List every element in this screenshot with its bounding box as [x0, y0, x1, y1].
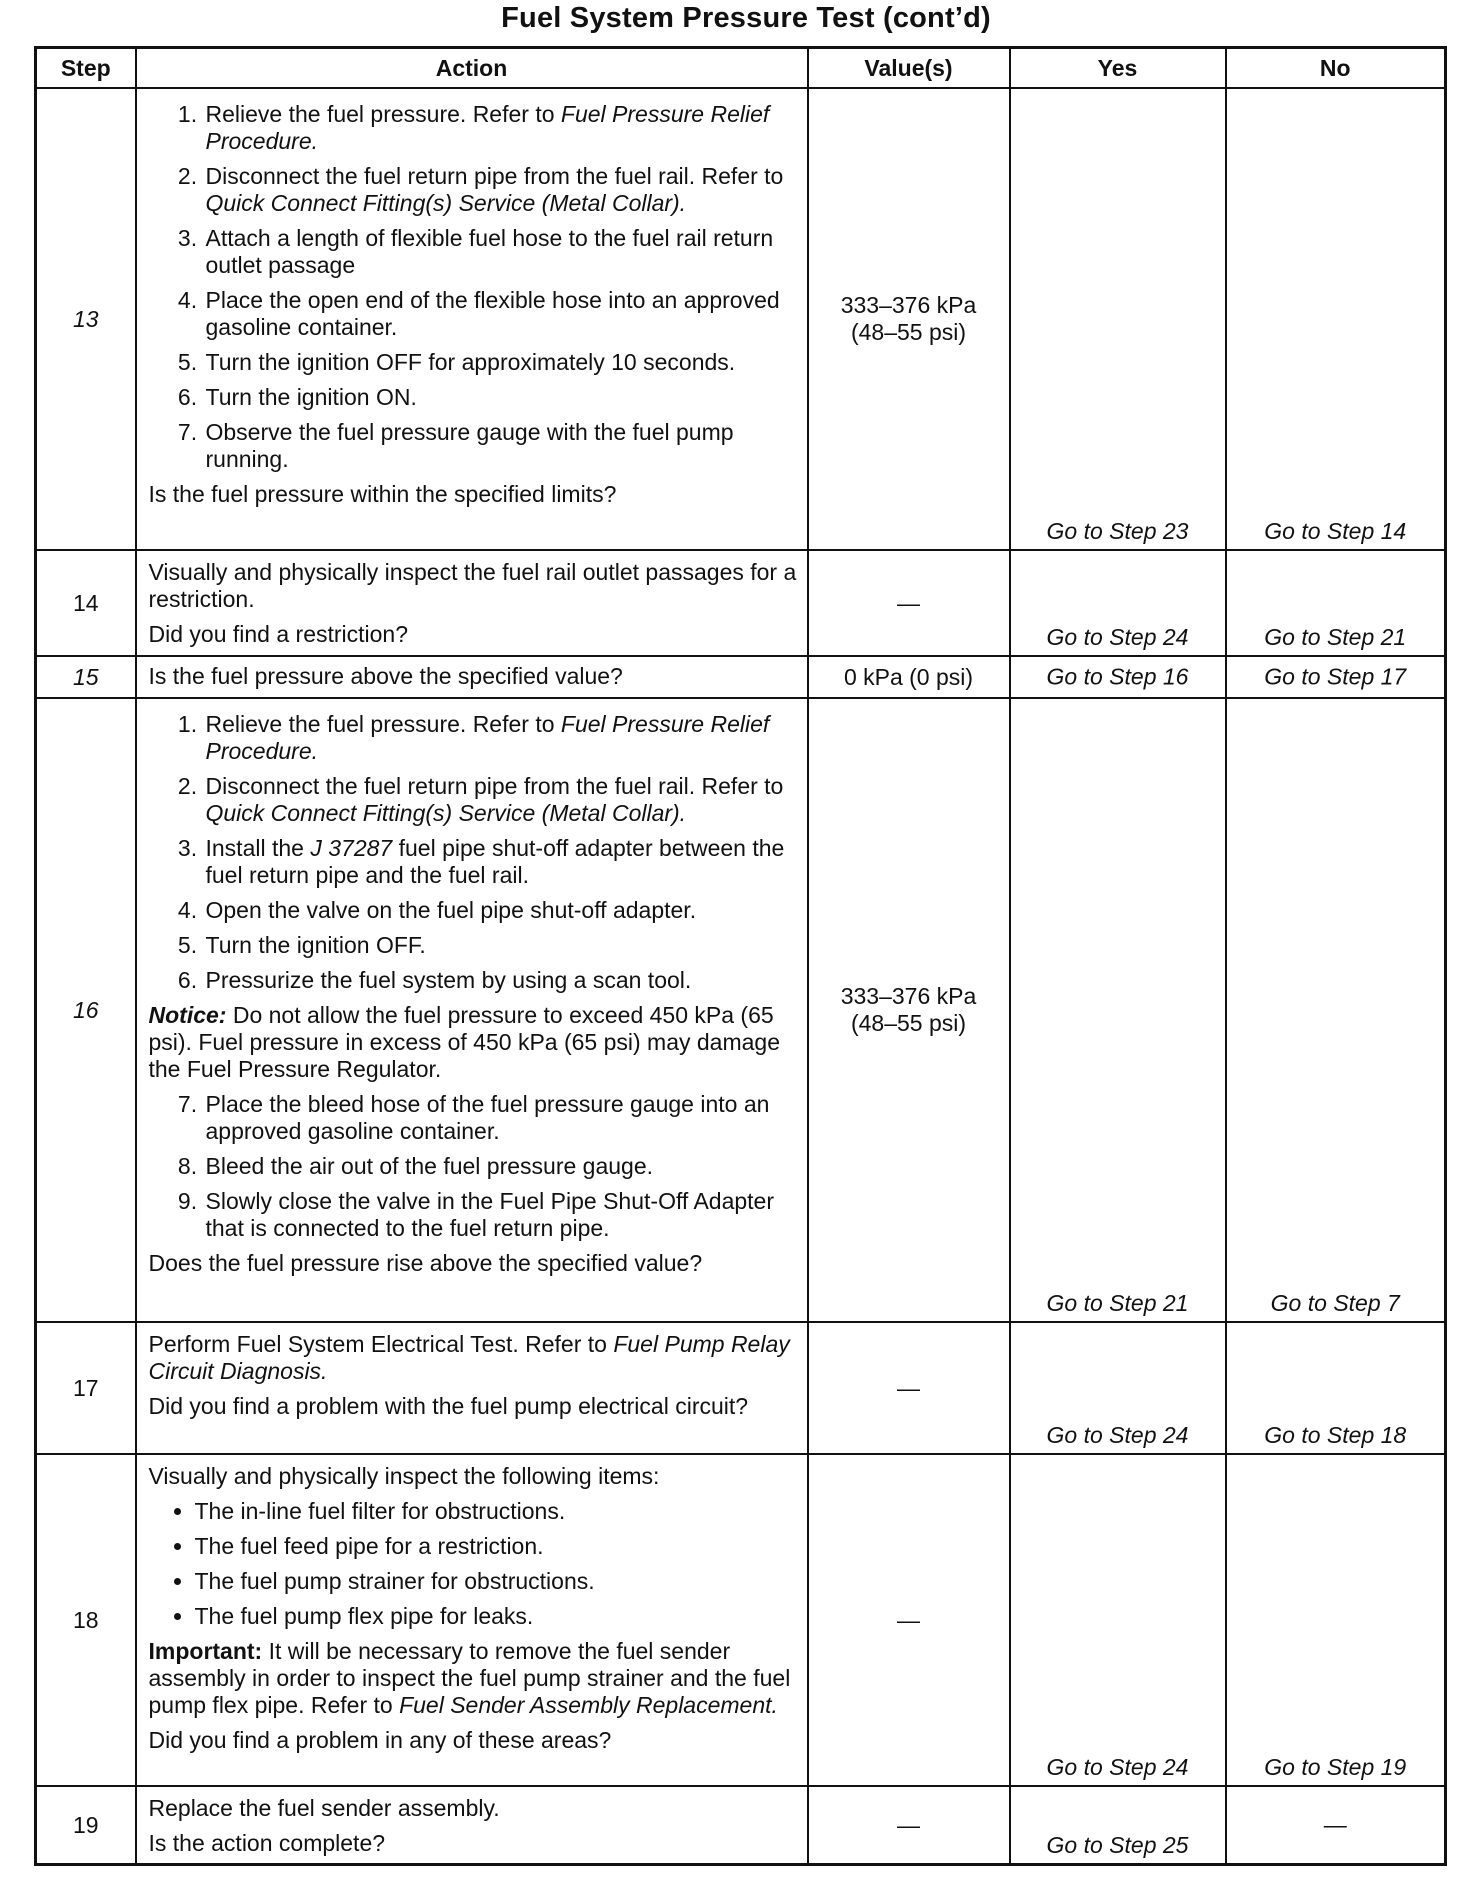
action-cell: Visually and physically inspect the fuel rail outlet passages for a restriction. Did you find a restriction? — [136, 550, 808, 656]
procedure-step: 3. Install the J 37287 fuel pipe shut-off adapter between the fuel return pipe and the fuel rail. — [204, 835, 797, 889]
action-cell: Replace the fuel sender assembly. Is the action complete? — [136, 1786, 808, 1865]
procedure-step: 2. Disconnect the fuel return pipe from the fuel rail. Refer to Quick Connect Fitting(s) Service (Metal Collar). — [204, 163, 797, 217]
yes-cell: Go to Step 24 — [1010, 1322, 1226, 1454]
table-row — [36, 698, 1446, 1322]
action-cell: Visually and physically inspect the following items: • The in-line fuel filter for obstructions. • The fuel feed pipe for a restriction. • The fuel pump strainer for obstructions. • The fuel pump flex pipe for leaks. Important: It will be necessary to remove the fuel sender assembly in order to inspect the fuel pump strainer and the fuel pump flex pipe. Refer to Fuel Sender Assembly Replacement. Did you find a problem in any of these areas? — [136, 1454, 808, 1786]
value-cell: — — [808, 550, 1010, 656]
list-item: • The fuel pump strainer for obstructions. — [195, 1568, 797, 1595]
no-cell: Go to Step 18 — [1226, 1322, 1446, 1454]
list-item: • The fuel pump flex pipe for leaks. — [195, 1603, 797, 1630]
question: Did you find a restriction? — [148, 621, 409, 647]
header-no: No — [1226, 48, 1446, 89]
procedure-step: 8. Bleed the air out of the fuel pressure gauge. — [204, 1153, 797, 1180]
value-cell: 333–376 kPa (48–55 psi) — [808, 698, 1010, 1322]
table-row — [36, 656, 1446, 698]
procedure-step: 7. Place the bleed hose of the fuel pressure gauge into an approved gasoline container. — [204, 1091, 797, 1145]
fuel-pressure-test-table — [34, 46, 1447, 1866]
step-number: 17 — [36, 1322, 136, 1454]
value-cell: — — [808, 1322, 1010, 1454]
no-cell: Go to Step 19 — [1226, 1454, 1446, 1786]
procedure-step: 5. Turn the ignition OFF for approximately 10 seconds. — [204, 349, 797, 376]
procedure-list — [149, 101, 797, 473]
list-item: • The in-line fuel filter for obstructions. — [195, 1498, 797, 1525]
value-cell: — — [808, 1454, 1010, 1786]
step-number: 14 — [36, 550, 136, 656]
question: Is the action complete? — [148, 1830, 386, 1856]
action-cell: Perform Fuel System Electrical Test. Refer to Fuel Pump Relay Circuit Diagnosis. Did you find a problem with the fuel pump electrical circuit? — [136, 1322, 808, 1454]
question: Does the fuel pressure rise above the specified value? — [148, 1250, 703, 1276]
table-row — [36, 1786, 1446, 1865]
procedure-step: 5. Turn the ignition OFF. — [204, 932, 797, 959]
header-yes: Yes — [1010, 48, 1226, 89]
procedure-step: 7. Observe the fuel pressure gauge with the fuel pump running. — [204, 419, 797, 473]
action-cell — [136, 698, 808, 1322]
no-cell: Go to Step 14 — [1226, 88, 1446, 550]
table-row — [36, 550, 1446, 656]
yes-cell: Go to Step 16 — [1010, 656, 1226, 698]
yes-cell: Go to Step 21 — [1010, 698, 1226, 1322]
notice: Notice: Do not allow the fuel pressure to exceed 450 kPa (65 psi). Fuel pressure in excess of 450 kPa (65 psi) may damage the Fuel Pressure Regulator. — [148, 1002, 781, 1082]
value-cell: 0 kPa (0 psi) — [808, 656, 1010, 698]
procedure-list — [149, 711, 797, 994]
procedure-step: 4. Place the open end of the flexible hose into an approved gasoline container. — [204, 287, 797, 341]
step-number: 19 — [36, 1786, 136, 1865]
page-title: Fuel System Pressure Test (cont’d) — [501, 2, 991, 34]
question: Did you find a problem in any of these areas? — [148, 1727, 612, 1753]
procedure-step: 6. Turn the ignition ON. — [204, 384, 797, 411]
header-values: Value(s) — [808, 48, 1010, 89]
inspection-list — [149, 1498, 797, 1630]
table-row — [36, 1454, 1446, 1786]
value-cell: 333–376 kPa (48–55 psi) — [808, 88, 1010, 550]
procedure-step: 9. Slowly close the valve in the Fuel Pipe Shut-Off Adapter that is connected to the fuel return pipe. — [204, 1188, 797, 1242]
action-cell — [136, 88, 808, 550]
step-number: 15 — [36, 656, 136, 698]
no-cell: — — [1226, 1786, 1446, 1865]
question: Did you find a problem with the fuel pump electrical circuit? — [148, 1393, 749, 1419]
step-number: 18 — [36, 1454, 136, 1786]
header-step: Step — [36, 48, 136, 89]
value-cell: — — [808, 1786, 1010, 1865]
header-action: Action — [136, 48, 808, 89]
step-number: 16 — [36, 698, 136, 1322]
header-row — [36, 48, 1446, 89]
no-cell: Go to Step 17 — [1226, 656, 1446, 698]
table-row — [36, 1322, 1446, 1454]
procedure-step: 1. Relieve the fuel pressure. Refer to Fuel Pressure Relief Procedure. — [204, 101, 797, 155]
question: Is the fuel pressure within the specified limits? — [148, 481, 617, 507]
procedure-step: 3. Attach a length of flexible fuel hose to the fuel rail return outlet passage — [204, 225, 797, 279]
yes-cell: Go to Step 24 — [1010, 550, 1226, 656]
procedure-step: 2. Disconnect the fuel return pipe from the fuel rail. Refer to Quick Connect Fitting(s) Service (Metal Collar). — [204, 773, 797, 827]
yes-cell: Go to Step 23 — [1010, 88, 1226, 550]
step-number: 13 — [36, 88, 136, 550]
action-cell — [136, 656, 808, 698]
no-cell: Go to Step 7 — [1226, 698, 1446, 1322]
procedure-list — [149, 1091, 797, 1242]
procedure-step: 1. Relieve the fuel pressure. Refer to Fuel Pressure Relief Procedure. — [204, 711, 797, 765]
important-note: Important: It will be necessary to remove the fuel sender assembly in order to inspect the fuel pump strainer and the fuel pump flex pipe. Refer to Fuel Sender Assembly Replacement. — [148, 1638, 791, 1718]
procedure-step: 6. Pressurize the fuel system by using a scan tool. — [204, 967, 797, 994]
table-row — [36, 88, 1446, 550]
yes-cell: Go to Step 25 — [1010, 1786, 1226, 1865]
yes-cell: Go to Step 24 — [1010, 1454, 1226, 1786]
list-item: • The fuel feed pipe for a restriction. — [195, 1533, 797, 1560]
procedure-step: 4. Open the valve on the fuel pipe shut-off adapter. — [204, 897, 797, 924]
no-cell: Go to Step 21 — [1226, 550, 1446, 656]
question: Is the fuel pressure above the specified value? — [148, 663, 623, 689]
